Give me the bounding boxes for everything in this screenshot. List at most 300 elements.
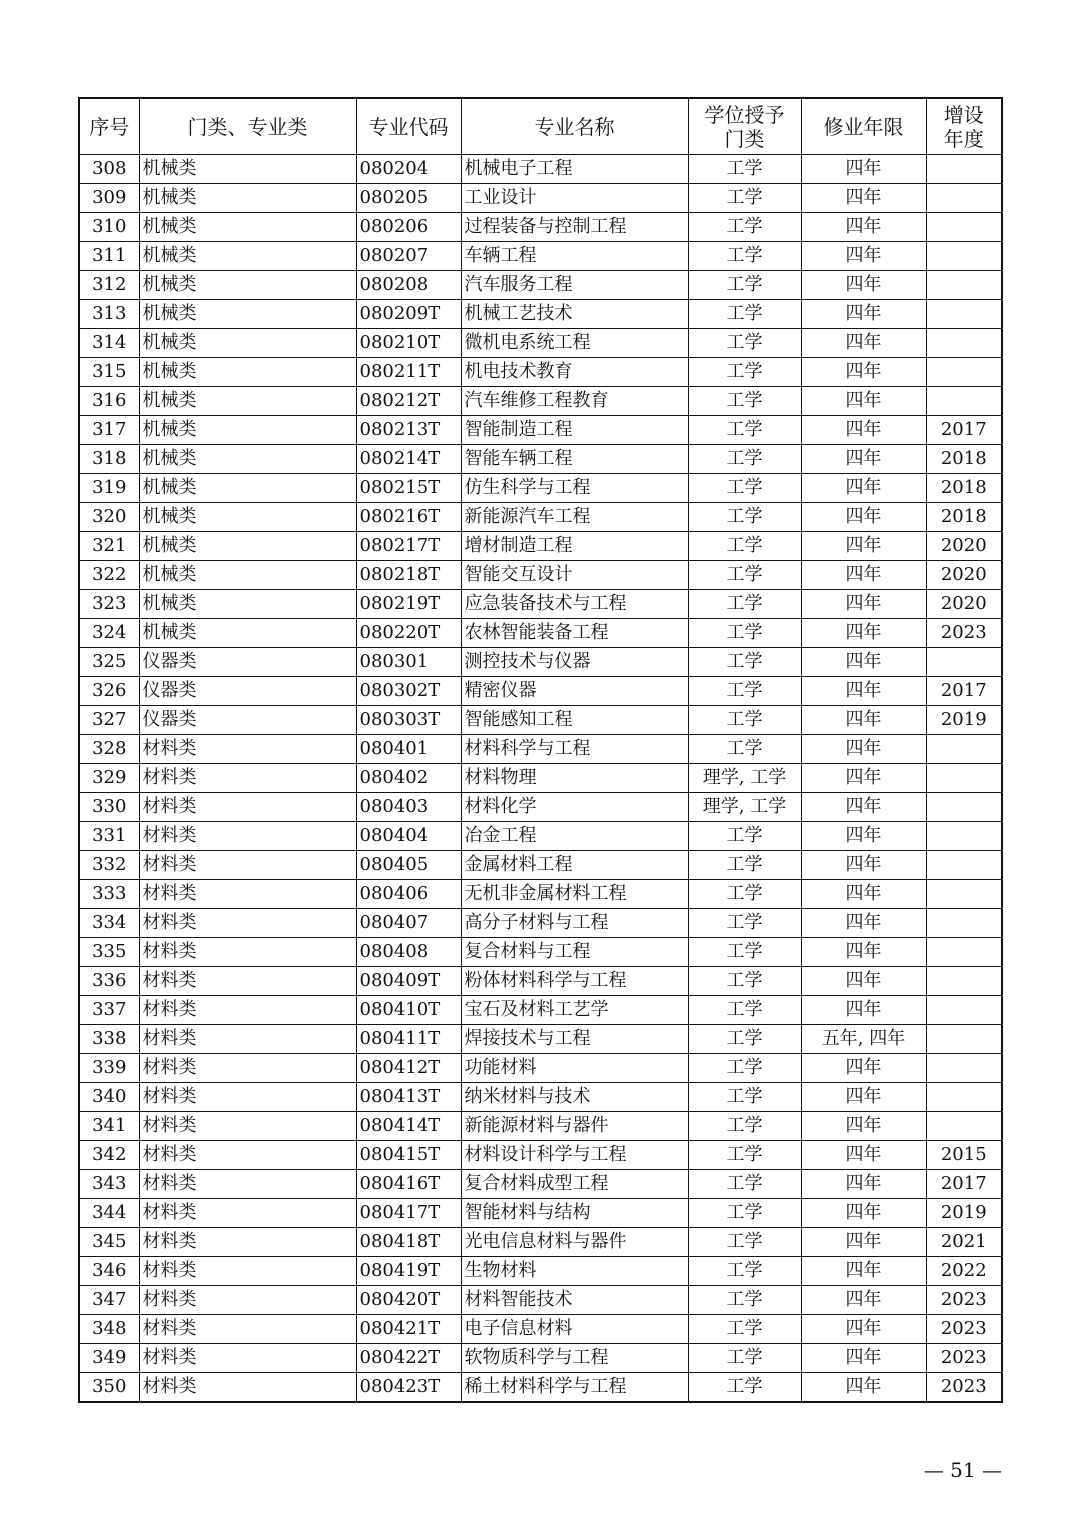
header-length: 修业年限 (801, 98, 926, 155)
cell-name: 金属材料工程 (461, 851, 688, 880)
cell-category: 机械类 (139, 387, 356, 416)
cell-name: 增材制造工程 (461, 532, 688, 561)
cell-category: 材料类 (139, 1373, 356, 1403)
cell-degree: 工学 (688, 300, 801, 329)
cell-code: 080419T (356, 1257, 461, 1286)
cell-category: 材料类 (139, 1170, 356, 1199)
cell-category: 仪器类 (139, 677, 356, 706)
cell-category: 材料类 (139, 938, 356, 967)
cell-name: 复合材料与工程 (461, 938, 688, 967)
cell-code: 080422T (356, 1344, 461, 1373)
cell-no: 335 (79, 938, 139, 967)
cell-category: 机械类 (139, 619, 356, 648)
table-row (79, 445, 1002, 474)
cell-degree: 工学 (688, 1199, 801, 1228)
cell-length: 四年 (801, 880, 926, 909)
cell-length: 四年 (801, 706, 926, 735)
cell-length: 四年 (801, 445, 926, 474)
cell-length: 四年 (801, 1286, 926, 1315)
cell-degree: 工学 (688, 474, 801, 503)
program-table (78, 97, 1003, 1403)
cell-code: 080408 (356, 938, 461, 967)
cell-category: 仪器类 (139, 648, 356, 677)
cell-name: 机械电子工程 (461, 155, 688, 184)
cell-code: 080407 (356, 909, 461, 938)
cell-no: 336 (79, 967, 139, 996)
cell-name: 应急装备技术与工程 (461, 590, 688, 619)
cell-length: 四年 (801, 1112, 926, 1141)
cell-no: 323 (79, 590, 139, 619)
cell-name: 纳米材料与技术 (461, 1083, 688, 1112)
cell-year: 2017 (926, 1170, 1002, 1199)
table-row (79, 822, 1002, 851)
table-row (79, 184, 1002, 213)
cell-degree: 工学 (688, 329, 801, 358)
cell-code: 080220T (356, 619, 461, 648)
cell-degree: 工学 (688, 1344, 801, 1373)
cell-no: 320 (79, 503, 139, 532)
cell-category: 仪器类 (139, 706, 356, 735)
cell-year (926, 155, 1002, 184)
cell-code: 080208 (356, 271, 461, 300)
cell-code: 080409T (356, 967, 461, 996)
cell-no: 349 (79, 1344, 139, 1373)
table-row (79, 1257, 1002, 1286)
cell-code: 080219T (356, 590, 461, 619)
cell-code: 080402 (356, 764, 461, 793)
cell-length: 四年 (801, 503, 926, 532)
cell-year (926, 851, 1002, 880)
table-row (79, 648, 1002, 677)
cell-no: 337 (79, 996, 139, 1025)
cell-degree: 工学 (688, 271, 801, 300)
cell-no: 315 (79, 358, 139, 387)
cell-name: 材料设计科学与工程 (461, 1141, 688, 1170)
cell-year (926, 1025, 1002, 1054)
cell-category: 机械类 (139, 474, 356, 503)
cell-name: 新能源材料与器件 (461, 1112, 688, 1141)
cell-no: 344 (79, 1199, 139, 1228)
cell-length: 四年 (801, 561, 926, 590)
cell-no: 324 (79, 619, 139, 648)
table-row (79, 561, 1002, 590)
cell-year: 2022 (926, 1257, 1002, 1286)
table-row (79, 271, 1002, 300)
cell-no: 332 (79, 851, 139, 880)
header-row (79, 98, 1002, 155)
cell-name: 无机非金属材料工程 (461, 880, 688, 909)
cell-degree: 工学 (688, 1141, 801, 1170)
cell-category: 材料类 (139, 1112, 356, 1141)
cell-code: 080423T (356, 1373, 461, 1403)
cell-length: 四年 (801, 677, 926, 706)
cell-category: 材料类 (139, 793, 356, 822)
cell-code: 080212T (356, 387, 461, 416)
cell-category: 材料类 (139, 764, 356, 793)
cell-degree: 工学 (688, 735, 801, 764)
cell-code: 080401 (356, 735, 461, 764)
cell-degree: 工学 (688, 996, 801, 1025)
table-row (79, 909, 1002, 938)
cell-degree: 工学 (688, 1286, 801, 1315)
table-row (79, 1170, 1002, 1199)
cell-category: 材料类 (139, 967, 356, 996)
cell-category: 机械类 (139, 242, 356, 271)
cell-category: 材料类 (139, 996, 356, 1025)
cell-year: 2019 (926, 1199, 1002, 1228)
cell-no: 316 (79, 387, 139, 416)
cell-code: 080207 (356, 242, 461, 271)
cell-name: 焊接技术与工程 (461, 1025, 688, 1054)
table-row (79, 677, 1002, 706)
table-row (79, 329, 1002, 358)
cell-year (926, 764, 1002, 793)
cell-degree: 工学 (688, 1170, 801, 1199)
cell-category: 机械类 (139, 445, 356, 474)
cell-code: 080416T (356, 1170, 461, 1199)
cell-length: 四年 (801, 532, 926, 561)
table-row (79, 967, 1002, 996)
cell-length: 四年 (801, 1228, 926, 1257)
table-row (79, 706, 1002, 735)
table-row (79, 1054, 1002, 1083)
cell-length: 四年 (801, 271, 926, 300)
table-row (79, 851, 1002, 880)
cell-degree: 工学 (688, 155, 801, 184)
cell-no: 348 (79, 1315, 139, 1344)
cell-code: 080302T (356, 677, 461, 706)
table-row (79, 764, 1002, 793)
table-row (79, 1025, 1002, 1054)
cell-no: 319 (79, 474, 139, 503)
cell-year (926, 213, 1002, 242)
cell-year: 2020 (926, 590, 1002, 619)
cell-code: 080414T (356, 1112, 461, 1141)
cell-degree: 工学 (688, 880, 801, 909)
cell-name: 新能源汽车工程 (461, 503, 688, 532)
header-degree-line2: 门类 (724, 126, 765, 151)
cell-degree: 工学 (688, 677, 801, 706)
cell-name: 材料智能技术 (461, 1286, 688, 1315)
cell-category: 材料类 (139, 1141, 356, 1170)
header-name: 专业名称 (461, 98, 688, 155)
cell-no: 330 (79, 793, 139, 822)
cell-degree: 工学 (688, 1054, 801, 1083)
cell-code: 080406 (356, 880, 461, 909)
cell-year: 2018 (926, 474, 1002, 503)
cell-length: 四年 (801, 387, 926, 416)
table-row (79, 474, 1002, 503)
cell-year: 2017 (926, 416, 1002, 445)
cell-length: 四年 (801, 300, 926, 329)
cell-length: 四年 (801, 1344, 926, 1373)
cell-degree: 工学 (688, 1112, 801, 1141)
cell-code: 080403 (356, 793, 461, 822)
cell-length: 四年 (801, 967, 926, 996)
table-row (79, 532, 1002, 561)
cell-code: 080218T (356, 561, 461, 590)
cell-code: 080213T (356, 416, 461, 445)
cell-code: 080217T (356, 532, 461, 561)
cell-year (926, 967, 1002, 996)
cell-length: 五年, 四年 (801, 1025, 926, 1054)
cell-year: 2023 (926, 1373, 1002, 1403)
cell-code: 080301 (356, 648, 461, 677)
cell-length: 四年 (801, 474, 926, 503)
cell-name: 过程装备与控制工程 (461, 213, 688, 242)
cell-no: 325 (79, 648, 139, 677)
cell-code: 080411T (356, 1025, 461, 1054)
table-row (79, 1373, 1002, 1403)
cell-code: 080417T (356, 1199, 461, 1228)
cell-code: 080214T (356, 445, 461, 474)
cell-name: 机械工艺技术 (461, 300, 688, 329)
cell-degree: 工学 (688, 242, 801, 271)
cell-name: 仿生科学与工程 (461, 474, 688, 503)
cell-category: 机械类 (139, 184, 356, 213)
cell-degree: 工学 (688, 184, 801, 213)
cell-length: 四年 (801, 793, 926, 822)
cell-year (926, 184, 1002, 213)
table-row (79, 880, 1002, 909)
cell-year (926, 1112, 1002, 1141)
cell-degree: 工学 (688, 1083, 801, 1112)
cell-year: 2023 (926, 1315, 1002, 1344)
cell-category: 材料类 (139, 1199, 356, 1228)
cell-category: 材料类 (139, 1083, 356, 1112)
cell-no: 343 (79, 1170, 139, 1199)
cell-category: 材料类 (139, 1286, 356, 1315)
cell-name: 测控技术与仪器 (461, 648, 688, 677)
cell-category: 材料类 (139, 851, 356, 880)
cell-name: 微机电系统工程 (461, 329, 688, 358)
cell-year (926, 358, 1002, 387)
cell-code: 080209T (356, 300, 461, 329)
cell-code: 080418T (356, 1228, 461, 1257)
cell-year (926, 793, 1002, 822)
cell-year (926, 242, 1002, 271)
cell-code: 080204 (356, 155, 461, 184)
cell-category: 材料类 (139, 1054, 356, 1083)
cell-length: 四年 (801, 1141, 926, 1170)
cell-degree: 工学 (688, 619, 801, 648)
table-row (79, 213, 1002, 242)
cell-degree: 工学 (688, 1373, 801, 1403)
cell-year (926, 329, 1002, 358)
cell-year: 2020 (926, 532, 1002, 561)
cell-no: 312 (79, 271, 139, 300)
cell-length: 四年 (801, 590, 926, 619)
cell-name: 宝石及材料工艺学 (461, 996, 688, 1025)
cell-no: 308 (79, 155, 139, 184)
cell-code: 080205 (356, 184, 461, 213)
cell-name: 智能感知工程 (461, 706, 688, 735)
cell-category: 材料类 (139, 822, 356, 851)
table-row (79, 938, 1002, 967)
table-row (79, 300, 1002, 329)
table-row (79, 1344, 1002, 1373)
cell-no: 313 (79, 300, 139, 329)
table-row (79, 358, 1002, 387)
cell-length: 四年 (801, 735, 926, 764)
cell-no: 341 (79, 1112, 139, 1141)
table-row (79, 1315, 1002, 1344)
cell-name: 稀土材料科学与工程 (461, 1373, 688, 1403)
cell-length: 四年 (801, 155, 926, 184)
table-row (79, 735, 1002, 764)
cell-degree: 理学, 工学 (688, 793, 801, 822)
cell-no: 317 (79, 416, 139, 445)
cell-no: 318 (79, 445, 139, 474)
cell-code: 080412T (356, 1054, 461, 1083)
cell-degree: 工学 (688, 532, 801, 561)
cell-year: 2023 (926, 1286, 1002, 1315)
page-number: — 51 — (923, 1458, 1002, 1482)
table-row (79, 1228, 1002, 1257)
cell-name: 材料化学 (461, 793, 688, 822)
cell-year: 2018 (926, 503, 1002, 532)
cell-category: 材料类 (139, 880, 356, 909)
cell-name: 复合材料成型工程 (461, 1170, 688, 1199)
cell-no: 328 (79, 735, 139, 764)
cell-category: 材料类 (139, 1228, 356, 1257)
cell-name: 车辆工程 (461, 242, 688, 271)
cell-code: 080206 (356, 213, 461, 242)
cell-length: 四年 (801, 242, 926, 271)
cell-degree: 工学 (688, 358, 801, 387)
cell-name: 高分子材料与工程 (461, 909, 688, 938)
cell-length: 四年 (801, 416, 926, 445)
cell-name: 材料科学与工程 (461, 735, 688, 764)
cell-degree: 工学 (688, 561, 801, 590)
header-degree-line1: 学位授予 (704, 102, 785, 127)
cell-no: 350 (79, 1373, 139, 1403)
cell-length: 四年 (801, 938, 926, 967)
cell-name: 电子信息材料 (461, 1315, 688, 1344)
cell-category: 机械类 (139, 271, 356, 300)
cell-length: 四年 (801, 1199, 926, 1228)
cell-length: 四年 (801, 358, 926, 387)
cell-code: 080420T (356, 1286, 461, 1315)
header-code: 专业代码 (356, 98, 461, 155)
cell-year: 2018 (926, 445, 1002, 474)
cell-degree: 工学 (688, 909, 801, 938)
cell-code: 080410T (356, 996, 461, 1025)
cell-name: 冶金工程 (461, 822, 688, 851)
cell-category: 机械类 (139, 503, 356, 532)
cell-degree: 工学 (688, 445, 801, 474)
cell-no: 347 (79, 1286, 139, 1315)
cell-length: 四年 (801, 184, 926, 213)
cell-length: 四年 (801, 822, 926, 851)
cell-code: 080421T (356, 1315, 461, 1344)
table-row (79, 1112, 1002, 1141)
cell-year (926, 1083, 1002, 1112)
cell-length: 四年 (801, 1373, 926, 1403)
cell-no: 309 (79, 184, 139, 213)
cell-name: 材料物理 (461, 764, 688, 793)
cell-no: 321 (79, 532, 139, 561)
cell-degree: 工学 (688, 967, 801, 996)
cell-no: 310 (79, 213, 139, 242)
cell-degree: 工学 (688, 1228, 801, 1257)
cell-year (926, 300, 1002, 329)
cell-degree: 工学 (688, 590, 801, 619)
cell-year: 2020 (926, 561, 1002, 590)
cell-no: 340 (79, 1083, 139, 1112)
header-year-line2: 年度 (943, 126, 984, 151)
cell-length: 四年 (801, 619, 926, 648)
cell-code: 080405 (356, 851, 461, 880)
cell-year (926, 735, 1002, 764)
cell-year: 2019 (926, 706, 1002, 735)
cell-year (926, 996, 1002, 1025)
cell-degree: 工学 (688, 387, 801, 416)
cell-length: 四年 (801, 1083, 926, 1112)
cell-year: 2023 (926, 619, 1002, 648)
cell-year (926, 880, 1002, 909)
table-row (79, 619, 1002, 648)
table-row (79, 1286, 1002, 1315)
cell-no: 346 (79, 1257, 139, 1286)
cell-no: 331 (79, 822, 139, 851)
cell-degree: 工学 (688, 1315, 801, 1344)
cell-name: 功能材料 (461, 1054, 688, 1083)
cell-degree: 工学 (688, 706, 801, 735)
cell-category: 机械类 (139, 155, 356, 184)
cell-name: 汽车服务工程 (461, 271, 688, 300)
cell-length: 四年 (801, 851, 926, 880)
table-body (79, 155, 1002, 1403)
cell-degree: 工学 (688, 503, 801, 532)
cell-category: 材料类 (139, 735, 356, 764)
cell-name: 精密仪器 (461, 677, 688, 706)
header-category: 门类、专业类 (139, 98, 356, 155)
cell-no: 329 (79, 764, 139, 793)
cell-year (926, 822, 1002, 851)
table-row (79, 1141, 1002, 1170)
cell-no: 314 (79, 329, 139, 358)
cell-degree: 工学 (688, 416, 801, 445)
cell-category: 机械类 (139, 358, 356, 387)
cell-name: 生物材料 (461, 1257, 688, 1286)
table-header (79, 98, 1002, 155)
cell-degree: 工学 (688, 213, 801, 242)
cell-year (926, 909, 1002, 938)
cell-category: 机械类 (139, 329, 356, 358)
cell-length: 四年 (801, 764, 926, 793)
cell-length: 四年 (801, 648, 926, 677)
cell-year (926, 1054, 1002, 1083)
cell-category: 材料类 (139, 1025, 356, 1054)
cell-degree: 工学 (688, 851, 801, 880)
cell-code: 080211T (356, 358, 461, 387)
cell-year (926, 938, 1002, 967)
cell-no: 327 (79, 706, 139, 735)
cell-name: 光电信息材料与器件 (461, 1228, 688, 1257)
cell-category: 机械类 (139, 590, 356, 619)
cell-length: 四年 (801, 1257, 926, 1286)
table-row (79, 416, 1002, 445)
cell-length: 四年 (801, 1170, 926, 1199)
cell-no: 311 (79, 242, 139, 271)
cell-degree: 工学 (688, 1257, 801, 1286)
cell-year (926, 648, 1002, 677)
header-year-line1: 增设 (943, 102, 984, 127)
cell-name: 机电技术教育 (461, 358, 688, 387)
cell-name: 智能交互设计 (461, 561, 688, 590)
table-row (79, 387, 1002, 416)
